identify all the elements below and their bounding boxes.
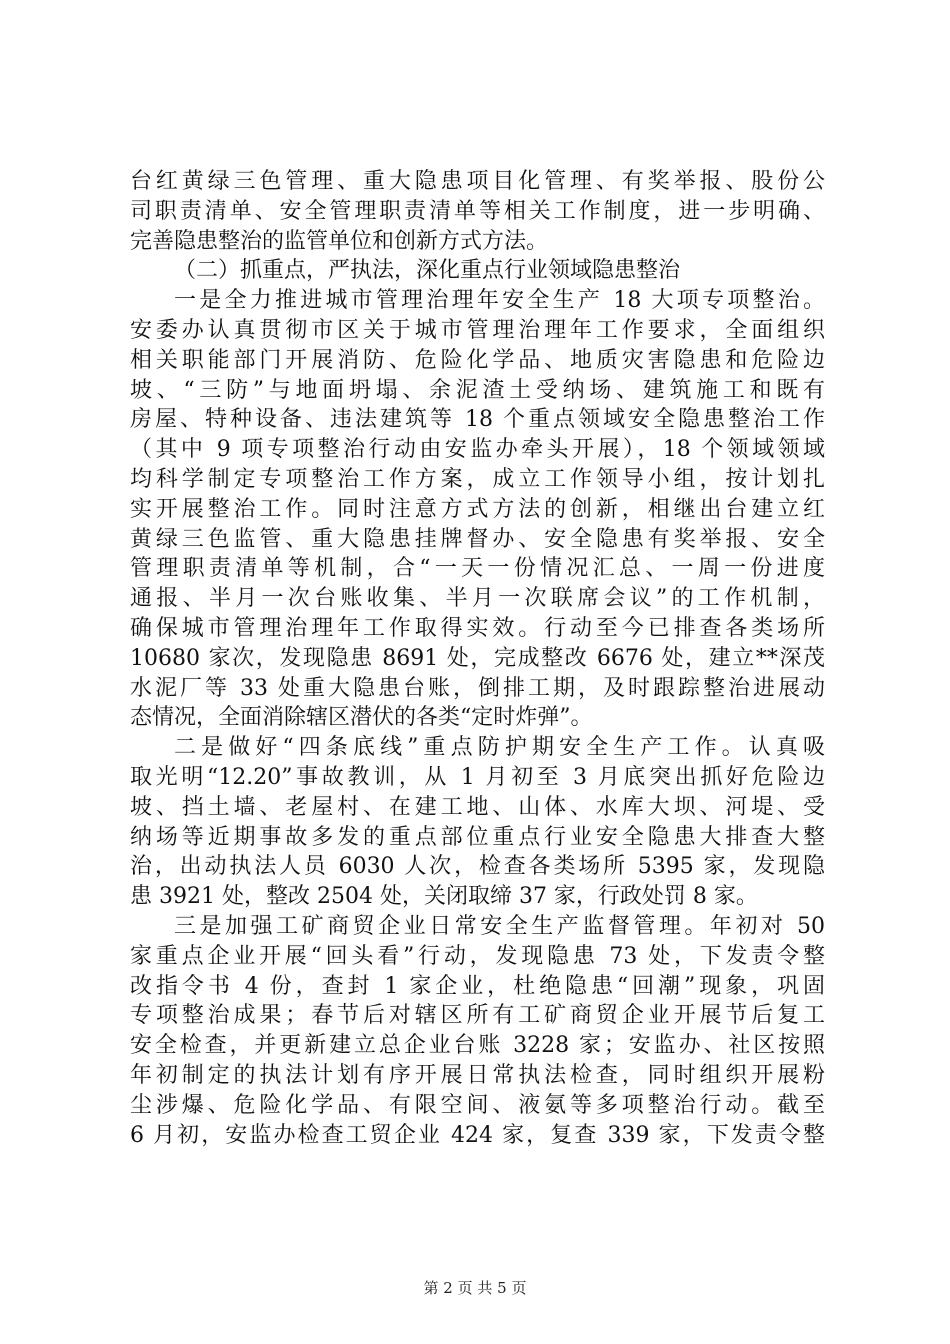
text-line: 实开展整治工作。同时注意方式方法的创新，相继出台建立红 [130, 496, 825, 522]
text-line: 确保城市管理治理年工作取得实效。行动至今已排查各类场所 [130, 615, 825, 641]
text-line: 相关职能部门开展消防、危险化学品、地质灾害隐患和危险边 [130, 347, 825, 373]
text-line: 取光明“12.20”事故教训，从 1 月初至 3 月底突出抓好危险边 [130, 764, 825, 790]
text-line: 二是做好“四条底线”重点防护期安全生产工作。认真吸 [174, 735, 825, 761]
text-line: 纳场等近期事故多发的重点部位重点行业安全隐患大排查大整 [130, 824, 825, 850]
text-line: 改指令书 4 份，查封 1 家企业，杜绝隐患“回潮”现象，巩固 [130, 973, 825, 999]
text-line: 患 3921 处，整改 2504 处，关闭取缔 37 家，行政处罚 8 家。 [130, 884, 758, 910]
text-line: 安委办认真贯彻市区关于城市管理治理年工作要求，全面组织 [130, 317, 825, 343]
text-line: 专项整治成果；春节后对辖区所有工矿商贸企业开展节后复工 [130, 1003, 825, 1029]
text-line: 完善隐患整治的监管单位和创新方式方法。 [130, 228, 549, 254]
text-line: 房屋、特种设备、违法建筑等 18 个重点领域安全隐患整治工作 [130, 407, 825, 433]
text-line: 态情况，全面消除辖区潜伏的各类“定时炸弹”。 [130, 705, 593, 731]
text-line: 坡、挡土墙、老屋村、在建工地、山体、水库大坝、河堤、受 [130, 794, 825, 820]
text-line: 坡、“三防”与地面坍塌、余泥渣土受纳场、建筑施工和既有 [130, 377, 825, 403]
text-line: （二）抓重点，严执法，深化重点行业领域隐患整治 [174, 258, 681, 284]
text-line: 均科学制定专项整治工作方案，成立工作领导小组，按计划扎 [130, 466, 825, 492]
text-line: 黄绿三色监管、重大隐患挂牌督办、安全隐患有奖举报、安全 [130, 526, 825, 552]
text-line: 尘涉爆、危险化学品、有限空间、液氨等多项整治行动。截至 [130, 1092, 825, 1118]
document-body [130, 167, 825, 1150]
text-line: （其中 9 项专项整治行动由安监办牵头开展），18 个领域领域 [130, 437, 825, 463]
text-line: 司职责清单、安全管理职责清单等相关工作制度，进一步明确、 [130, 198, 825, 224]
text-line: 安全检查，并更新建立总企业台账 3228 家；安监办、社区按照 [130, 1033, 825, 1059]
page-number-footer: 第 2 页 共 5 页 [423, 1279, 527, 1297]
text-line: 一是全力推进城市管理治理年安全生产 18 大项专项整治。 [174, 288, 825, 314]
text-line: 治，出动执法人员 6030 人次，检查各类场所 5395 家，发现隐 [130, 854, 825, 880]
text-line: 水泥厂等 33 处重大隐患台账，倒排工期，及时跟踪整治进展动 [130, 675, 825, 701]
text-line: 三是加强工矿商贸企业日常安全生产监督管理。年初对 50 [174, 913, 825, 939]
text-line: 年初制定的执法计划有序开展日常执法检查，同时组织开展粉 [130, 1062, 825, 1088]
text-line: 10680 家次，发现隐患 8691 处，完成整改 6676 处，建立**深茂 [130, 645, 825, 671]
text-line: 通报、半月一次台账收集、半月一次联席会议”的工作机制， [130, 586, 825, 612]
text-line: 家重点企业开展“回头看”行动，发现隐患 73 处，下发责令整 [130, 943, 825, 969]
text-line: 6 月初，安监办检查工贸企业 424 家，复查 339 家，下发责令整 [130, 1122, 825, 1148]
text-line: 台红黄绿三色管理、重大隐患项目化管理、有奖举报、股份公 [130, 169, 825, 194]
text-line: 管理职责清单等机制，合“一天一份情况汇总、一周一份进度 [130, 556, 825, 582]
